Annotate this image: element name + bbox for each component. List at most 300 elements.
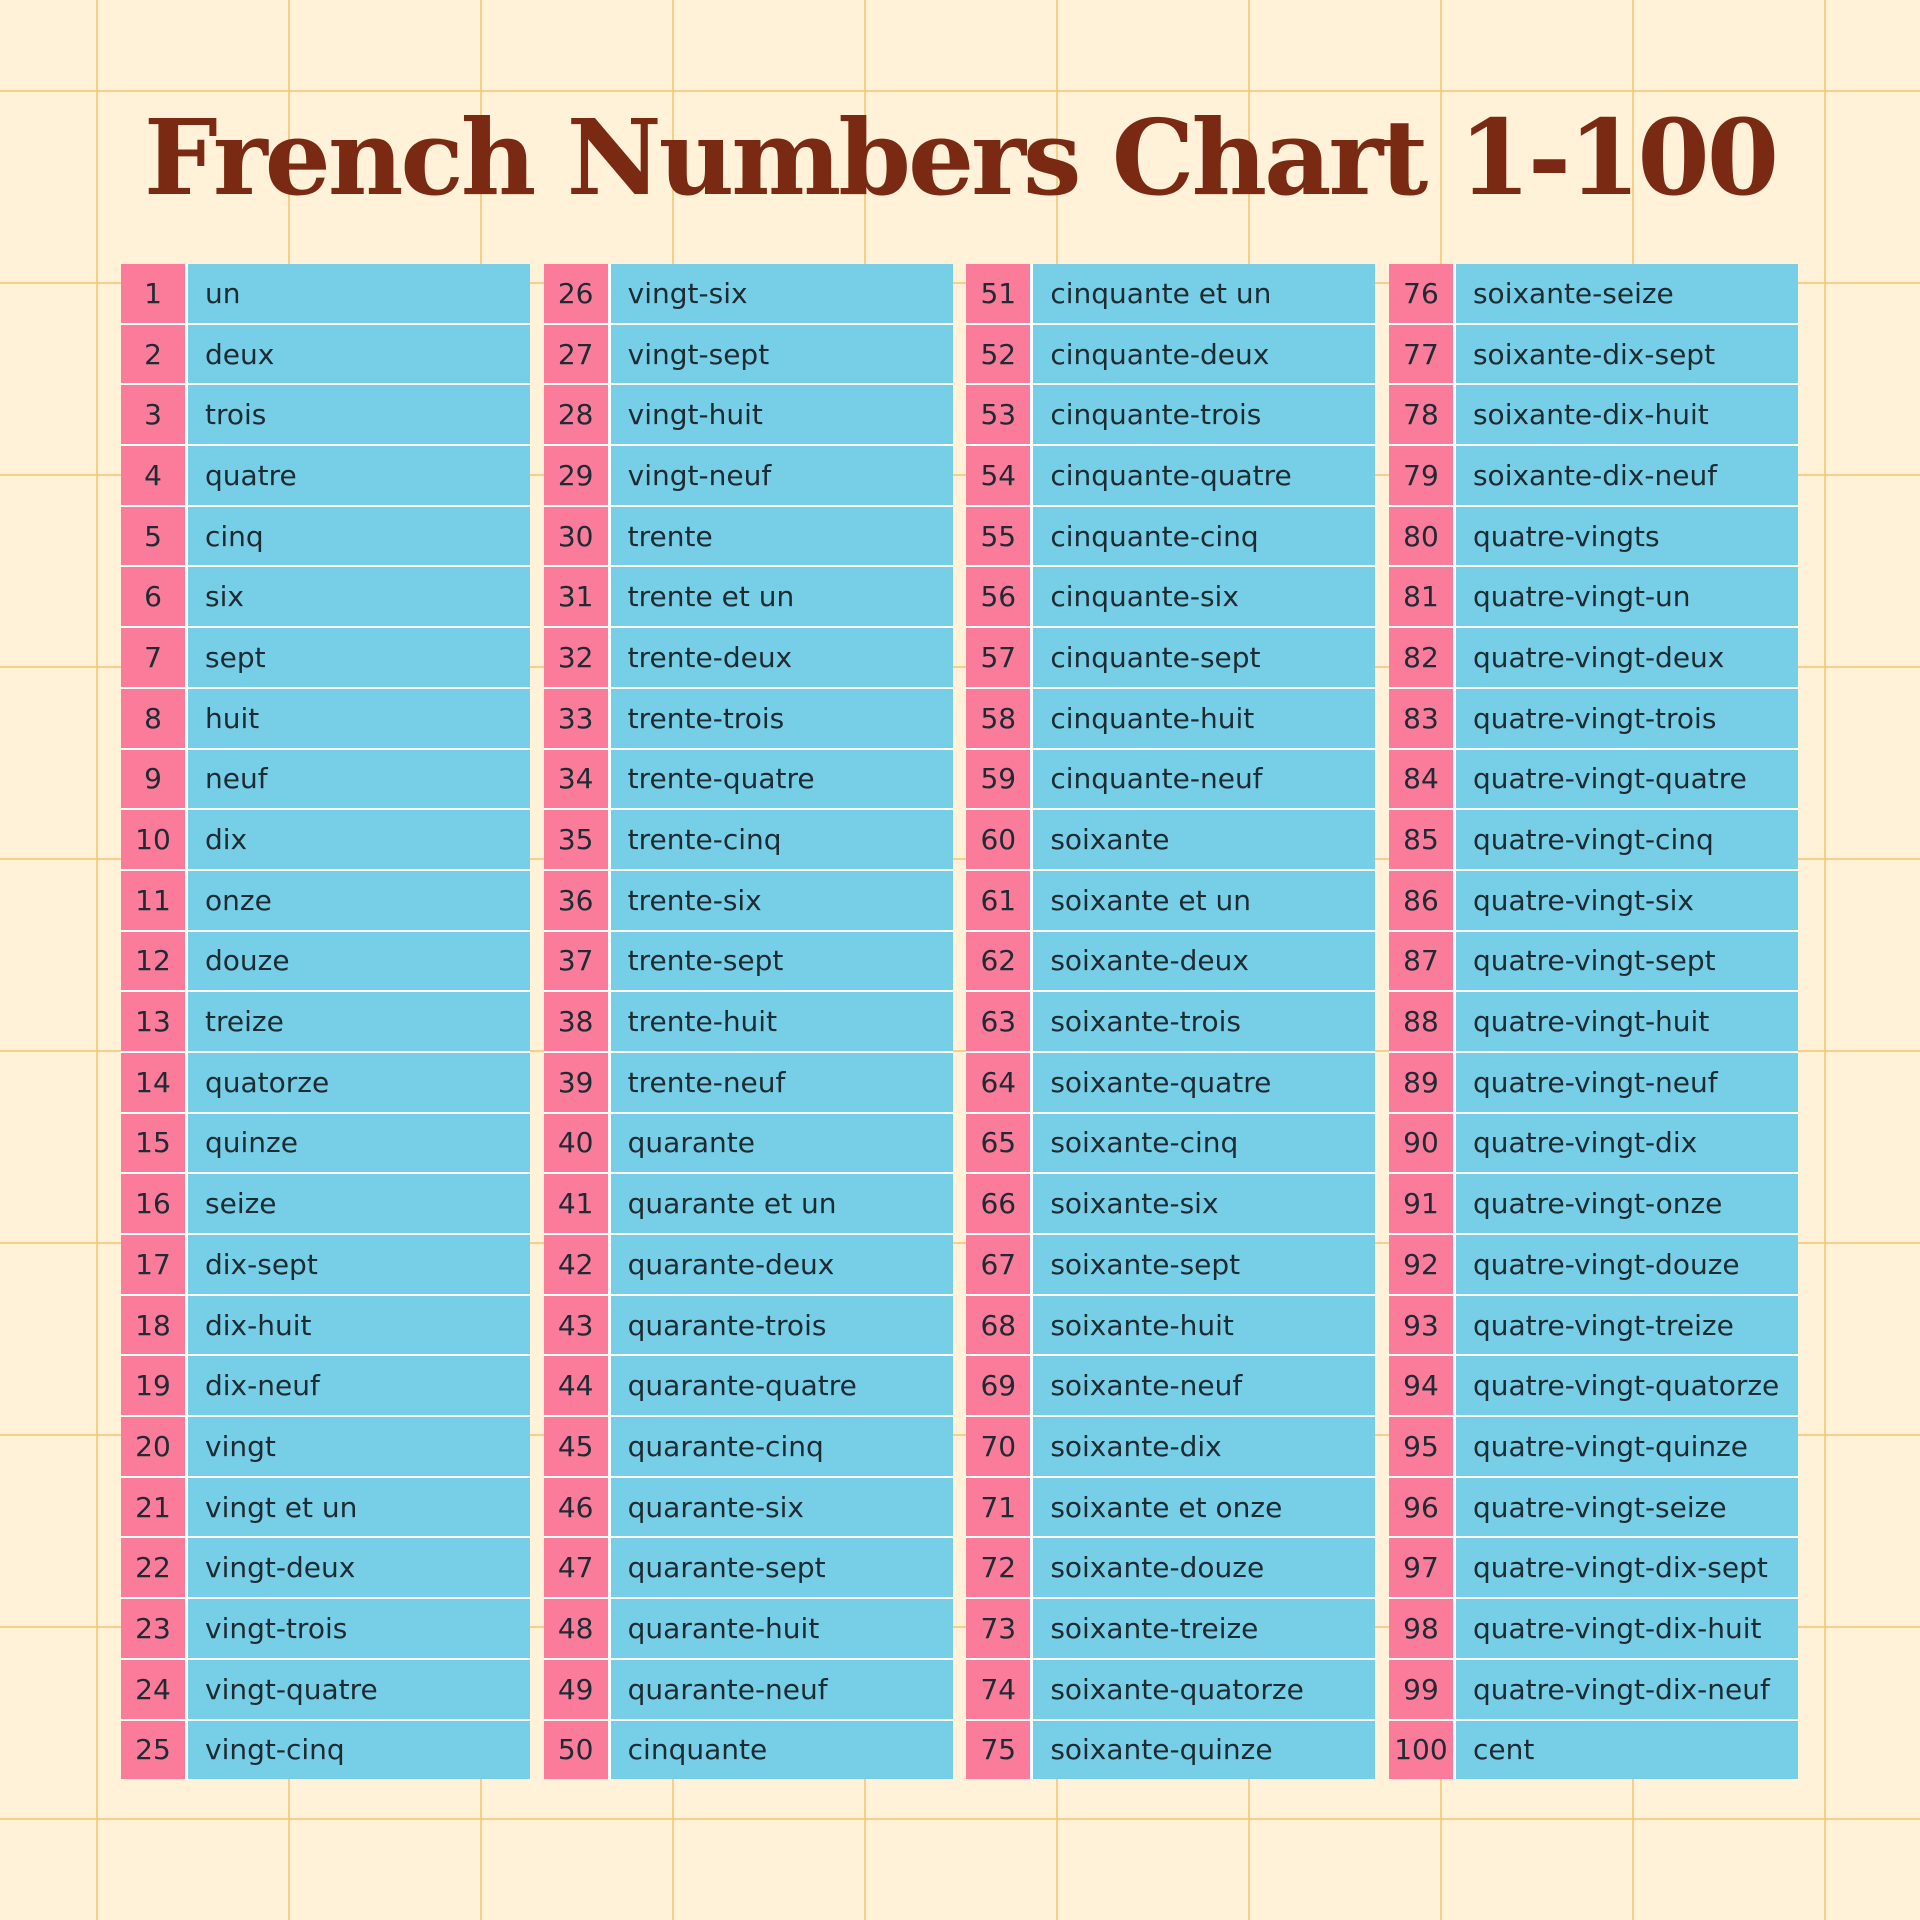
- number-digit-cell: 59: [966, 750, 1030, 809]
- number-digit-cell: 94: [1389, 1356, 1453, 1415]
- number-word-cell: trente-neuf: [611, 1053, 953, 1112]
- table-row: [966, 264, 1375, 323]
- table-row: [1389, 1174, 1798, 1233]
- number-word-cell: quatre-vingt-dix-huit: [1456, 1599, 1798, 1658]
- table-row: [544, 1721, 953, 1780]
- table-row: [544, 1599, 953, 1658]
- number-word-cell: trente-cinq: [611, 810, 953, 869]
- number-word-cell: vingt-sept: [611, 325, 953, 384]
- number-digit-cell: 40: [544, 1114, 608, 1173]
- number-digit-cell: 63: [966, 992, 1030, 1051]
- number-digit-cell: 14: [121, 1053, 185, 1112]
- number-word-cell: quatre-vingt-quinze: [1456, 1417, 1798, 1476]
- number-digit-cell: 46: [544, 1478, 608, 1537]
- number-word-cell: trente-quatre: [611, 750, 953, 809]
- number-digit-cell: 18: [121, 1296, 185, 1355]
- number-digit-cell: 51: [966, 264, 1030, 323]
- number-digit-cell: 32: [544, 628, 608, 687]
- number-digit-cell: 90: [1389, 1114, 1453, 1173]
- number-digit-cell: 96: [1389, 1478, 1453, 1537]
- table-row: [966, 1478, 1375, 1537]
- number-word-cell: seize: [188, 1174, 530, 1233]
- number-word-cell: soixante et un: [1033, 871, 1375, 930]
- table-row: [121, 1721, 530, 1780]
- number-digit-cell: 83: [1389, 689, 1453, 748]
- number-digit-cell: 34: [544, 750, 608, 809]
- number-word-cell: soixante-douze: [1033, 1538, 1375, 1597]
- number-word-cell: quarante-cinq: [611, 1417, 953, 1476]
- number-digit-cell: 6: [121, 567, 185, 626]
- number-digit-cell: 95: [1389, 1417, 1453, 1476]
- number-word-cell: soixante-quatorze: [1033, 1660, 1375, 1719]
- number-digit-cell: 1: [121, 264, 185, 323]
- table-row: [544, 446, 953, 505]
- number-word-cell: quatre-vingt-onze: [1456, 1174, 1798, 1233]
- number-digit-cell: 45: [544, 1417, 608, 1476]
- number-digit-cell: 3: [121, 385, 185, 444]
- number-word-cell: trente: [611, 507, 953, 566]
- number-word-cell: dix: [188, 810, 530, 869]
- number-word-cell: trois: [188, 385, 530, 444]
- table-row: [1389, 1538, 1798, 1597]
- number-digit-cell: 68: [966, 1296, 1030, 1355]
- number-word-cell: soixante-trois: [1033, 992, 1375, 1051]
- table-row: [544, 1538, 953, 1597]
- number-digit-cell: 36: [544, 871, 608, 930]
- number-word-cell: sept: [188, 628, 530, 687]
- number-digit-cell: 65: [966, 1114, 1030, 1173]
- number-word-cell: dix-huit: [188, 1296, 530, 1355]
- number-digit-cell: 99: [1389, 1660, 1453, 1719]
- table-row: [544, 264, 953, 323]
- table-row: [121, 689, 530, 748]
- number-digit-cell: 29: [544, 446, 608, 505]
- number-digit-cell: 7: [121, 628, 185, 687]
- number-word-cell: quatre-vingt-huit: [1456, 992, 1798, 1051]
- table-row: [966, 446, 1375, 505]
- number-digit-cell: 17: [121, 1235, 185, 1294]
- number-digit-cell: 4: [121, 446, 185, 505]
- number-word-cell: cinquante: [611, 1721, 953, 1780]
- table-row: [1389, 1417, 1798, 1476]
- table-row: [121, 1174, 530, 1233]
- number-word-cell: cinquante-cinq: [1033, 507, 1375, 566]
- table-row: [1389, 932, 1798, 991]
- table-row: [121, 1114, 530, 1173]
- number-word-cell: douze: [188, 932, 530, 991]
- number-word-cell: soixante-dix-huit: [1456, 385, 1798, 444]
- number-digit-cell: 69: [966, 1356, 1030, 1415]
- number-word-cell: quatre-vingt-dix: [1456, 1114, 1798, 1173]
- number-word-cell: quarante: [611, 1114, 953, 1173]
- number-digit-cell: 78: [1389, 385, 1453, 444]
- number-word-cell: soixante-seize: [1456, 264, 1798, 323]
- table-row: [1389, 567, 1798, 626]
- table-row: [121, 446, 530, 505]
- table-row: [121, 567, 530, 626]
- number-word-cell: dix-neuf: [188, 1356, 530, 1415]
- number-digit-cell: 22: [121, 1538, 185, 1597]
- table-row: [121, 1235, 530, 1294]
- number-digit-cell: 98: [1389, 1599, 1453, 1658]
- number-digit-cell: 88: [1389, 992, 1453, 1051]
- number-digit-cell: 5: [121, 507, 185, 566]
- number-digit-cell: 23: [121, 1599, 185, 1658]
- table-row: [966, 325, 1375, 384]
- number-word-cell: huit: [188, 689, 530, 748]
- table-row: [966, 1599, 1375, 1658]
- number-digit-cell: 62: [966, 932, 1030, 991]
- number-digit-cell: 77: [1389, 325, 1453, 384]
- number-word-cell: quatre-vingt-cinq: [1456, 810, 1798, 869]
- table-row: [544, 750, 953, 809]
- number-word-cell: cinquante et un: [1033, 264, 1375, 323]
- table-row: [121, 264, 530, 323]
- table-row: [544, 1114, 953, 1173]
- number-word-cell: cinquante-sept: [1033, 628, 1375, 687]
- table-row: [544, 628, 953, 687]
- number-digit-cell: 82: [1389, 628, 1453, 687]
- number-word-cell: cinquante-huit: [1033, 689, 1375, 748]
- table-row: [121, 810, 530, 869]
- number-digit-cell: 50: [544, 1721, 608, 1780]
- number-digit-cell: 47: [544, 1538, 608, 1597]
- number-word-cell: cinquante-deux: [1033, 325, 1375, 384]
- number-word-cell: soixante-quatre: [1033, 1053, 1375, 1112]
- table-row: [966, 932, 1375, 991]
- number-word-cell: vingt-neuf: [611, 446, 953, 505]
- number-digit-cell: 73: [966, 1599, 1030, 1658]
- number-digit-cell: 30: [544, 507, 608, 566]
- number-word-cell: soixante-treize: [1033, 1599, 1375, 1658]
- number-word-cell: onze: [188, 871, 530, 930]
- number-digit-cell: 11: [121, 871, 185, 930]
- table-row: [966, 1114, 1375, 1173]
- table-row: [966, 1417, 1375, 1476]
- number-digit-cell: 44: [544, 1356, 608, 1415]
- table-row: [1389, 385, 1798, 444]
- number-digit-cell: 81: [1389, 567, 1453, 626]
- table-row: [544, 1356, 953, 1415]
- number-digit-cell: 25: [121, 1721, 185, 1780]
- table-row: [121, 932, 530, 991]
- number-digit-cell: 93: [1389, 1296, 1453, 1355]
- number-digit-cell: 16: [121, 1174, 185, 1233]
- number-word-cell: trente-six: [611, 871, 953, 930]
- number-word-cell: soixante-dix-neuf: [1456, 446, 1798, 505]
- number-digit-cell: 76: [1389, 264, 1453, 323]
- number-word-cell: cinquante-quatre: [1033, 446, 1375, 505]
- table-row: [121, 1599, 530, 1658]
- number-digit-cell: 2: [121, 325, 185, 384]
- table-row: [121, 1296, 530, 1355]
- table-row: [1389, 1053, 1798, 1112]
- number-word-cell: soixante-sept: [1033, 1235, 1375, 1294]
- table-row: [1389, 1235, 1798, 1294]
- number-word-cell: quatre-vingt-dix-sept: [1456, 1538, 1798, 1597]
- number-digit-cell: 55: [966, 507, 1030, 566]
- number-digit-cell: 100: [1389, 1721, 1453, 1780]
- number-word-cell: trente et un: [611, 567, 953, 626]
- numbers-grid: [121, 264, 1798, 1779]
- number-digit-cell: 86: [1389, 871, 1453, 930]
- number-word-cell: vingt-six: [611, 264, 953, 323]
- number-word-cell: un: [188, 264, 530, 323]
- number-word-cell: treize: [188, 992, 530, 1051]
- number-column: [544, 264, 953, 1779]
- table-row: [1389, 264, 1798, 323]
- number-word-cell: quarante-trois: [611, 1296, 953, 1355]
- number-word-cell: quatre-vingt-sept: [1456, 932, 1798, 991]
- table-row: [121, 1478, 530, 1537]
- number-digit-cell: 19: [121, 1356, 185, 1415]
- table-row: [966, 750, 1375, 809]
- table-row: [544, 507, 953, 566]
- number-word-cell: quatre-vingt-trois: [1456, 689, 1798, 748]
- number-digit-cell: 15: [121, 1114, 185, 1173]
- number-digit-cell: 72: [966, 1538, 1030, 1597]
- table-row: [544, 1660, 953, 1719]
- number-word-cell: vingt-huit: [611, 385, 953, 444]
- table-row: [1389, 810, 1798, 869]
- number-word-cell: quatre: [188, 446, 530, 505]
- table-row: [966, 1174, 1375, 1233]
- number-digit-cell: 70: [966, 1417, 1030, 1476]
- number-digit-cell: 91: [1389, 1174, 1453, 1233]
- table-row: [1389, 750, 1798, 809]
- table-row: [544, 1235, 953, 1294]
- table-row: [966, 1721, 1375, 1780]
- number-word-cell: quarante-sept: [611, 1538, 953, 1597]
- number-column: [121, 264, 530, 1779]
- number-word-cell: six: [188, 567, 530, 626]
- number-digit-cell: 54: [966, 446, 1030, 505]
- table-row: [1389, 1296, 1798, 1355]
- number-digit-cell: 87: [1389, 932, 1453, 991]
- number-digit-cell: 43: [544, 1296, 608, 1355]
- number-digit-cell: 79: [1389, 446, 1453, 505]
- table-row: [966, 567, 1375, 626]
- table-row: [544, 810, 953, 869]
- number-word-cell: cinquante-trois: [1033, 385, 1375, 444]
- number-word-cell: soixante-deux: [1033, 932, 1375, 991]
- table-row: [966, 810, 1375, 869]
- number-word-cell: soixante-huit: [1033, 1296, 1375, 1355]
- table-row: [966, 507, 1375, 566]
- table-row: [1389, 1356, 1798, 1415]
- number-column: [1389, 264, 1798, 1779]
- number-word-cell: quatre-vingts: [1456, 507, 1798, 566]
- number-word-cell: trente-huit: [611, 992, 953, 1051]
- number-word-cell: vingt-deux: [188, 1538, 530, 1597]
- number-word-cell: trente-deux: [611, 628, 953, 687]
- table-row: [121, 385, 530, 444]
- number-word-cell: vingt-trois: [188, 1599, 530, 1658]
- table-row: [544, 1417, 953, 1476]
- number-word-cell: quarante-huit: [611, 1599, 953, 1658]
- number-digit-cell: 21: [121, 1478, 185, 1537]
- number-digit-cell: 39: [544, 1053, 608, 1112]
- table-row: [121, 1660, 530, 1719]
- table-row: [966, 628, 1375, 687]
- number-word-cell: cinquante-six: [1033, 567, 1375, 626]
- number-digit-cell: 92: [1389, 1235, 1453, 1294]
- number-column: [966, 264, 1375, 1779]
- number-digit-cell: 26: [544, 264, 608, 323]
- number-digit-cell: 85: [1389, 810, 1453, 869]
- table-row: [1389, 446, 1798, 505]
- number-digit-cell: 57: [966, 628, 1030, 687]
- table-row: [966, 1356, 1375, 1415]
- table-row: [544, 567, 953, 626]
- page-title: French Numbers Chart 1-100: [143, 96, 1777, 219]
- number-digit-cell: 38: [544, 992, 608, 1051]
- table-row: [966, 689, 1375, 748]
- number-word-cell: dix-sept: [188, 1235, 530, 1294]
- number-digit-cell: 67: [966, 1235, 1030, 1294]
- table-row: [121, 1538, 530, 1597]
- number-word-cell: quarante-six: [611, 1478, 953, 1537]
- table-row: [121, 1053, 530, 1112]
- number-digit-cell: 10: [121, 810, 185, 869]
- table-row: [966, 1053, 1375, 1112]
- number-word-cell: quarante-neuf: [611, 1660, 953, 1719]
- number-digit-cell: 48: [544, 1599, 608, 1658]
- number-word-cell: quatre-vingt-neuf: [1456, 1053, 1798, 1112]
- table-row: [121, 992, 530, 1051]
- number-digit-cell: 61: [966, 871, 1030, 930]
- number-word-cell: cent: [1456, 1721, 1798, 1780]
- table-row: [1389, 507, 1798, 566]
- number-digit-cell: 9: [121, 750, 185, 809]
- number-word-cell: soixante: [1033, 810, 1375, 869]
- number-digit-cell: 31: [544, 567, 608, 626]
- number-word-cell: cinq: [188, 507, 530, 566]
- number-digit-cell: 71: [966, 1478, 1030, 1537]
- table-row: [966, 871, 1375, 930]
- number-word-cell: quatre-vingt-quatorze: [1456, 1356, 1798, 1415]
- table-row: [121, 1356, 530, 1415]
- number-word-cell: trente-sept: [611, 932, 953, 991]
- number-digit-cell: 8: [121, 689, 185, 748]
- number-word-cell: soixante-six: [1033, 1174, 1375, 1233]
- table-row: [966, 1660, 1375, 1719]
- number-word-cell: deux: [188, 325, 530, 384]
- table-row: [1389, 1721, 1798, 1780]
- table-row: [121, 628, 530, 687]
- table-row: [121, 507, 530, 566]
- number-word-cell: soixante-neuf: [1033, 1356, 1375, 1415]
- table-row: [121, 871, 530, 930]
- number-word-cell: soixante et onze: [1033, 1478, 1375, 1537]
- number-digit-cell: 27: [544, 325, 608, 384]
- number-digit-cell: 52: [966, 325, 1030, 384]
- number-digit-cell: 56: [966, 567, 1030, 626]
- table-row: [121, 325, 530, 384]
- number-word-cell: neuf: [188, 750, 530, 809]
- number-digit-cell: 35: [544, 810, 608, 869]
- number-word-cell: soixante-dix-sept: [1456, 325, 1798, 384]
- table-row: [544, 689, 953, 748]
- number-digit-cell: 13: [121, 992, 185, 1051]
- number-digit-cell: 97: [1389, 1538, 1453, 1597]
- number-word-cell: quatre-vingt-six: [1456, 871, 1798, 930]
- table-row: [544, 871, 953, 930]
- number-digit-cell: 84: [1389, 750, 1453, 809]
- number-digit-cell: 74: [966, 1660, 1030, 1719]
- table-row: [1389, 1660, 1798, 1719]
- table-row: [544, 932, 953, 991]
- number-digit-cell: 20: [121, 1417, 185, 1476]
- table-row: [544, 1174, 953, 1233]
- number-digit-cell: 53: [966, 385, 1030, 444]
- number-word-cell: vingt et un: [188, 1478, 530, 1537]
- number-word-cell: quatre-vingt-dix-neuf: [1456, 1660, 1798, 1719]
- number-word-cell: trente-trois: [611, 689, 953, 748]
- table-row: [1389, 1599, 1798, 1658]
- number-word-cell: quatre-vingt-un: [1456, 567, 1798, 626]
- number-digit-cell: 89: [1389, 1053, 1453, 1112]
- table-row: [1389, 628, 1798, 687]
- number-word-cell: quarante-quatre: [611, 1356, 953, 1415]
- table-row: [966, 1235, 1375, 1294]
- number-digit-cell: 58: [966, 689, 1030, 748]
- number-digit-cell: 37: [544, 932, 608, 991]
- number-word-cell: soixante-cinq: [1033, 1114, 1375, 1173]
- number-digit-cell: 41: [544, 1174, 608, 1233]
- number-digit-cell: 33: [544, 689, 608, 748]
- number-digit-cell: 75: [966, 1721, 1030, 1780]
- table-row: [1389, 1114, 1798, 1173]
- number-word-cell: quatre-vingt-deux: [1456, 628, 1798, 687]
- number-digit-cell: 49: [544, 1660, 608, 1719]
- table-row: [544, 992, 953, 1051]
- number-word-cell: quarante et un: [611, 1174, 953, 1233]
- table-row: [966, 1538, 1375, 1597]
- table-row: [1389, 871, 1798, 930]
- table-row: [544, 1296, 953, 1355]
- number-word-cell: quatorze: [188, 1053, 530, 1112]
- number-digit-cell: 64: [966, 1053, 1030, 1112]
- number-word-cell: soixante-quinze: [1033, 1721, 1375, 1780]
- number-word-cell: soixante-dix: [1033, 1417, 1375, 1476]
- table-row: [544, 325, 953, 384]
- number-digit-cell: 42: [544, 1235, 608, 1294]
- table-row: [966, 992, 1375, 1051]
- number-digit-cell: 28: [544, 385, 608, 444]
- number-digit-cell: 66: [966, 1174, 1030, 1233]
- table-row: [1389, 992, 1798, 1051]
- number-word-cell: quatre-vingt-treize: [1456, 1296, 1798, 1355]
- number-word-cell: quarante-deux: [611, 1235, 953, 1294]
- number-word-cell: quatre-vingt-quatre: [1456, 750, 1798, 809]
- number-digit-cell: 80: [1389, 507, 1453, 566]
- table-row: [121, 1417, 530, 1476]
- number-digit-cell: 12: [121, 932, 185, 991]
- number-word-cell: vingt-quatre: [188, 1660, 530, 1719]
- number-word-cell: vingt-cinq: [188, 1721, 530, 1780]
- table-row: [544, 1053, 953, 1112]
- number-digit-cell: 60: [966, 810, 1030, 869]
- table-row: [966, 1296, 1375, 1355]
- table-row: [1389, 689, 1798, 748]
- table-row: [966, 385, 1375, 444]
- table-row: [544, 1478, 953, 1537]
- table-row: [1389, 325, 1798, 384]
- table-row: [544, 385, 953, 444]
- number-word-cell: cinquante-neuf: [1033, 750, 1375, 809]
- number-word-cell: quatre-vingt-seize: [1456, 1478, 1798, 1537]
